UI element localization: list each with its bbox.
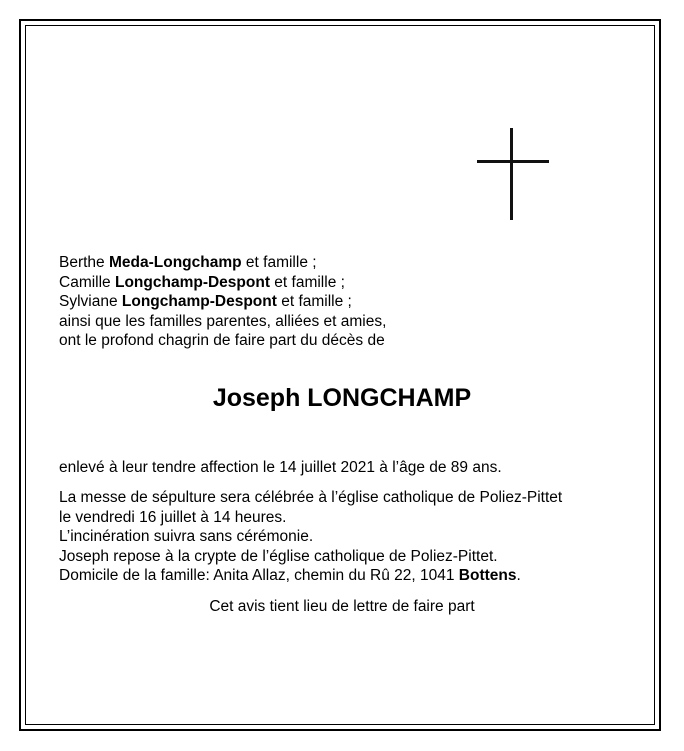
service-line-1: La messe de sépulture sera célébrée à l’église catholique de Poliez-Pittet [59, 489, 563, 506]
deceased-name: Joseph LONGCHAMP [212, 384, 472, 412]
family-line-3: Sylviane Longchamp-Despont et famille ; [59, 293, 352, 310]
town-name-bold: Bottens [458, 567, 517, 584]
family-announcement [59, 253, 386, 351]
cross-vertical-bar [510, 128, 513, 220]
cross-icon [477, 128, 549, 220]
notice-text: Cet avis tient lieu de lettre de faire part [209, 598, 475, 615]
family-name-bold: Longchamp-Despont [121, 293, 277, 310]
family-name-bold: Meda-Longchamp [108, 254, 242, 271]
service-details [59, 488, 562, 586]
service-line-2: le vendredi 16 juillet à 14 heures. [59, 508, 287, 526]
family-name-bold: Longchamp-Despont [114, 273, 270, 291]
family-line-5: ont le profond chagrin de faire part du décès de [59, 332, 385, 349]
cross-horizontal-bar [477, 160, 549, 163]
service-line-3: L’incinération suivra sans cérémonie. [59, 528, 314, 545]
death-line: enlevé à leur tendre affection le 14 juillet 2021 à l’âge de 89 ans. [59, 459, 502, 476]
service-line-4: Joseph repose à la crypte de l’église catholique de Poliez-Pittet. [59, 547, 498, 565]
family-line-4: ainsi que les familles parentes, alliées et amies, [59, 312, 387, 330]
inner-border [25, 25, 655, 725]
family-line-2: Camille Longchamp-Despont et famille ; [59, 273, 345, 291]
death-statement [59, 458, 502, 478]
family-line-1: Berthe Meda-Longchamp et famille ; [59, 254, 317, 271]
service-line-5: Domicile de la famille: Anita Allaz, chemin du Rû 22, 1041 Bottens. [59, 567, 521, 584]
